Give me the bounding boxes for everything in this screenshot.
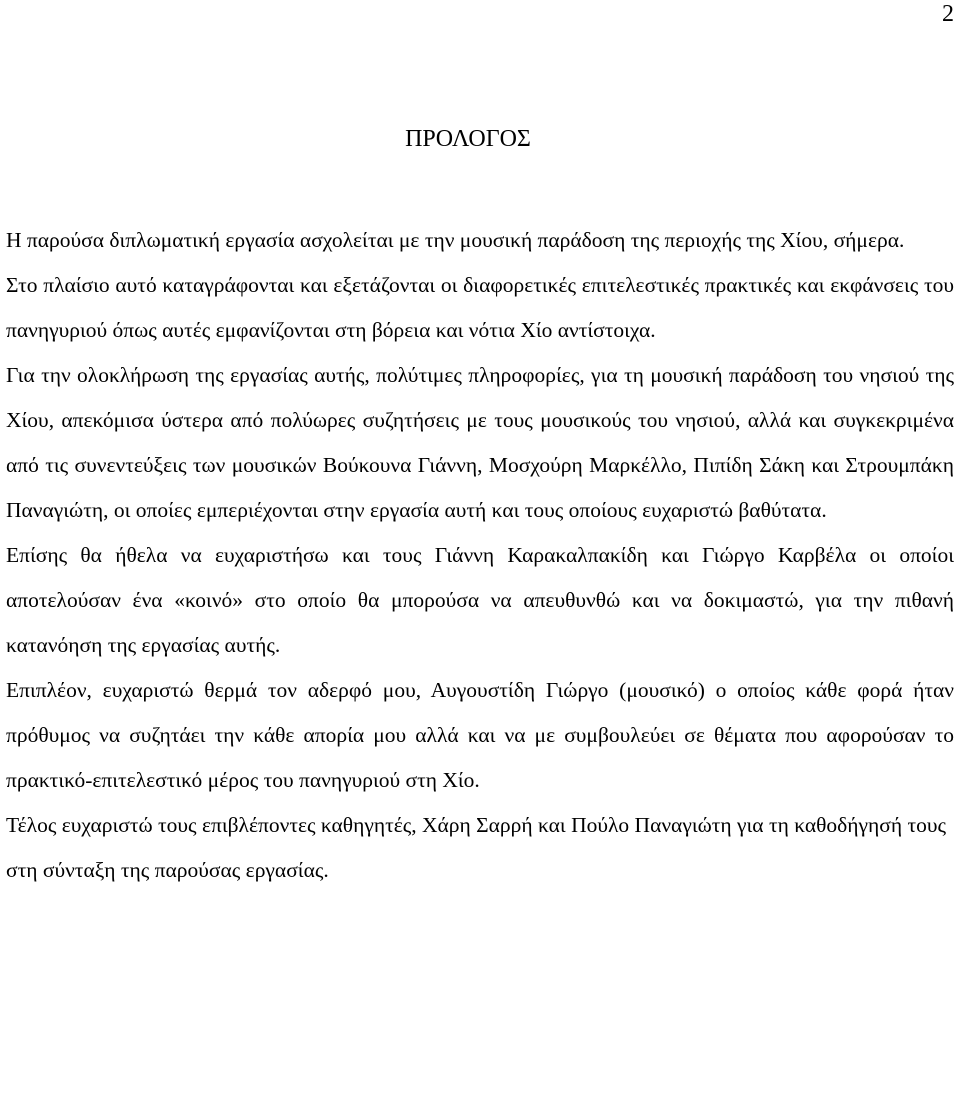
- paragraph-scope: Στο πλαίσιο αυτό καταγράφονται και εξετάζονται οι διαφορετικές επιτελεστικές πρακτικές και εκφάνσεις του πανηγυριού όπως αυτές εμφανίζονται στη βόρεια και νότια Χίο αντίστοιχα.: [6, 273, 954, 342]
- paragraph-intro: Η παρούσα διπλωματική εργασία ασχολείται με την μουσική παράδοση της περιοχής της Χίου, σήμερα.: [6, 228, 905, 252]
- paragraph-thanks-audience: Επίσης θα ήθελα να ευχαριστήσω και τους Γιάννη Καρακαλπακίδη και Γιώργο Καρβέλα οι οποίοι αποτελούσαν ένα «κοινό» στο οποίο θα μπορούσα να απευθυνθώ και να δοκιμαστώ, για την πιθανή κατανόηση της εργασίας αυτής.: [6, 543, 954, 657]
- page-number: 2: [942, 1, 954, 27]
- paragraph-thanks-brother: Επιπλέον, ευχαριστώ θερμά τον αδερφό μου, Αυγουστίδη Γιώργο (μουσικό) ο οποίος κάθε φορά ήταν πρόθυμος να συζητάει την κάθε απορία μου αλλά και να με συμβουλεύει σε θέματα που αφορούσαν το πρακτικό-επιτελεστικό μέρος του πανηγυριού στη Χίο.: [6, 678, 954, 792]
- body-text: [6, 218, 954, 893]
- paragraph-interviews: Για την ολοκλήρωση της εργασίας αυτής, πολύτιμες πληροφορίες, για τη μουσική παράδοση του νησιού της Χίου, απεκόμισα ύστερα από πολύωρες συζητήσεις με τους μουσικούς του νησιού, αλλά και συγκεκριμένα από τις συνεντεύξεις των μουσικών Βούκουνα Γιάννη, Μοσχούρη Μαρκέλλο, Πιπίδη Σάκη και Στρουμπάκη Παναγιώτη, οι οποίες εμπεριέχονται στην εργασία αυτή και τους οποίους ευχαριστώ βαθύτατα.: [6, 363, 954, 522]
- paragraph-thanks-supervisors: Τέλος ευχαριστώ τους επιβλέποντες καθηγητές, Χάρη Σαρρή και Πούλο Παναγιώτη για τη καθοδήγησή τους στη σύνταξη της παρούσας εργασίας.: [6, 813, 947, 882]
- page-title: ΠΡΟΛΟΓΟΣ: [405, 126, 531, 152]
